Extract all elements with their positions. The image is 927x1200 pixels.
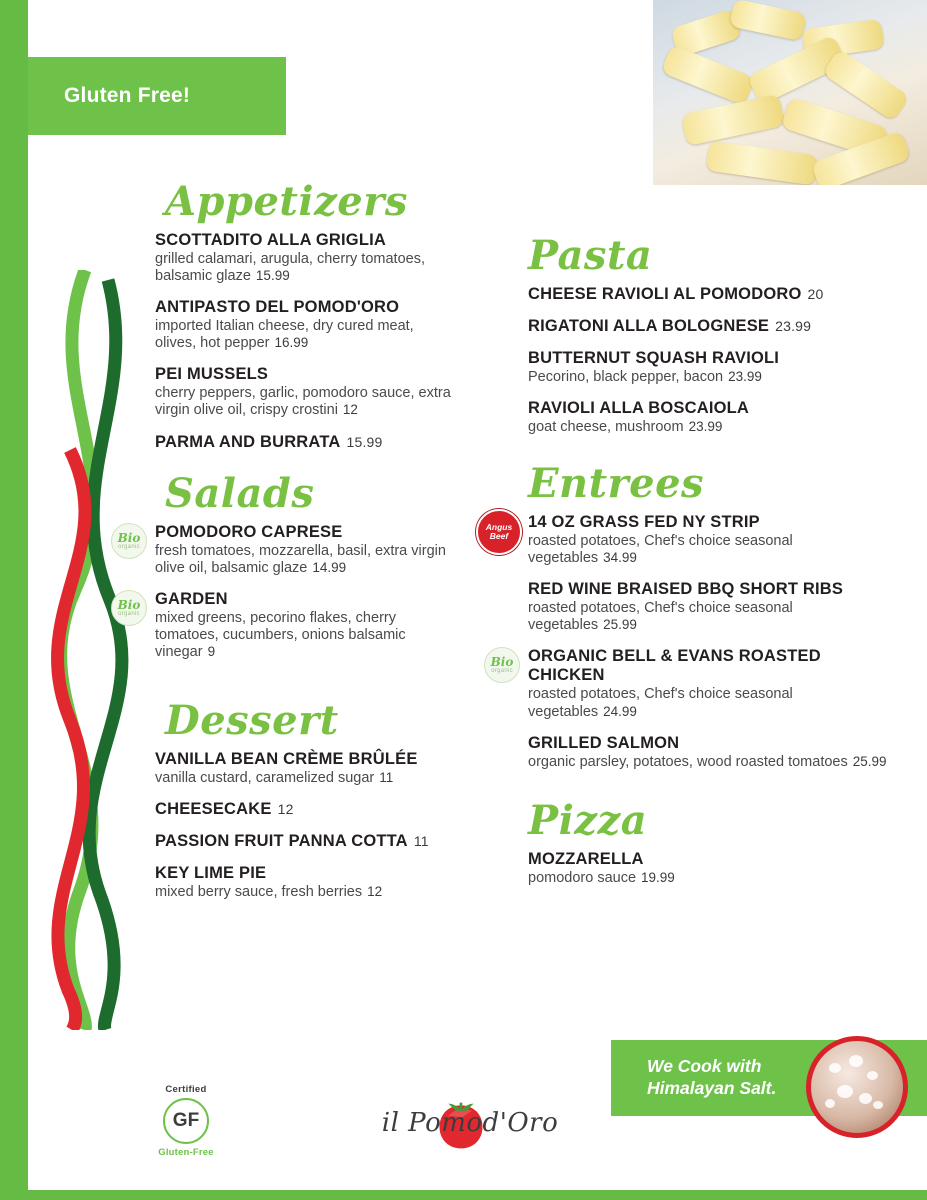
menu-item — [155, 832, 455, 851]
angus-icon-line2: Beef — [489, 531, 509, 542]
bio-organic-icon — [484, 647, 520, 683]
section-title-pizza: Pizza — [528, 796, 648, 844]
item-name: PEI MUSSELS — [155, 365, 269, 384]
item-desc: fresh tomatoes, mozzarella, basil, extra virgin olive oil, balsamic glaze 14.99 — [155, 542, 446, 576]
item-name: POMODORO CAPRESE — [155, 522, 343, 541]
item-desc: roasted potatoes, Chef's choice seasonal vegetables 34.99 — [528, 533, 793, 567]
item-desc: Pecorino, black pepper, bacon 23.99 — [528, 368, 762, 385]
item-name: GRILLED SALMON — [528, 733, 680, 752]
menu-item — [490, 647, 888, 720]
angus-icon-line1: Angus — [485, 522, 513, 533]
item-price: 24.99 — [603, 703, 637, 719]
menu-item — [528, 734, 888, 771]
bio-icon-top: Bio — [117, 597, 141, 612]
item-name: ORGANIC BELL & EVANS ROASTED CHICKEN — [528, 647, 821, 685]
bio-organic-icon — [111, 590, 147, 626]
item-price: 15.99 — [255, 268, 290, 284]
item-price: 20 — [807, 286, 824, 302]
item-desc: grilled calamari, arugula, cherry tomatoes, balsamic glaze 15.99 — [155, 250, 425, 285]
item-desc: mixed berry sauce, fresh berries 12 — [155, 884, 383, 900]
menu-item — [528, 317, 888, 336]
section-title-salads: Salads — [165, 469, 315, 517]
item-price: 23.99 — [688, 418, 723, 434]
menu-item — [528, 580, 888, 634]
item-price: 19.99 — [641, 869, 675, 885]
menu-item — [528, 850, 888, 887]
bio-icon-top: Bio — [490, 655, 514, 670]
item-name: CHEESE RAVIOLI AL POMODORO 20 — [528, 285, 824, 303]
menu-item — [155, 365, 455, 419]
item-price: 12 — [367, 884, 383, 899]
section-title-pasta: Pasta — [528, 232, 653, 279]
bio-icon-bottom: organic — [491, 668, 513, 675]
menu-item — [155, 433, 455, 452]
gluten-free-banner — [28, 57, 286, 135]
item-price: 16.99 — [274, 335, 309, 351]
restaurant-name: il Pomod'Oro — [381, 1108, 559, 1138]
item-price: 14.99 — [312, 559, 347, 575]
item-price: 23.99 — [775, 317, 812, 334]
item-name: RED WINE BRAISED BBQ SHORT RIBS — [528, 580, 844, 599]
item-name: SCOTTADITO ALLA GRIGLIA — [155, 231, 386, 249]
right-column — [485, 232, 888, 900]
menu-item — [117, 589, 455, 661]
menu-item — [155, 800, 455, 819]
item-name: KEY LIME PIE — [155, 864, 267, 883]
menu-item — [528, 349, 888, 386]
item-name: PARMA AND BURRATA 15.99 — [155, 432, 383, 451]
item-name: CHEESECAKE 12 — [155, 800, 294, 819]
item-desc: cherry peppers, garlic, pomodoro sauce, extra virgin olive oil, crispy crostini 12 — [155, 385, 451, 419]
menu-item — [485, 513, 888, 567]
menu-item — [528, 285, 888, 304]
item-price: 23.99 — [728, 368, 762, 384]
bio-icon-top: Bio — [117, 530, 141, 545]
item-name: VANILLA BEAN CRÈME BRÛLÉE — [155, 750, 418, 769]
left-column — [117, 178, 455, 914]
item-price: 12 — [277, 801, 294, 818]
gf-stamp-circle — [163, 1098, 209, 1144]
left-green-bar — [0, 0, 28, 1200]
menu-item — [117, 522, 455, 577]
gf-stamp-bottom-label: Gluten-Free — [158, 1147, 214, 1158]
item-price: 15.99 — [346, 433, 383, 450]
salt-line-1: We Cook with — [647, 1056, 762, 1077]
bio-organic-icon — [111, 523, 147, 559]
section-title-entrees: Entrees — [528, 460, 705, 508]
pasta-photo — [653, 0, 927, 185]
bio-icon-bottom: organic — [118, 610, 140, 617]
angus-beef-icon — [476, 509, 522, 555]
item-name: BUTTERNUT SQUASH RAVIOLI — [528, 348, 780, 367]
item-name: 14 OZ GRASS FED NY STRIP — [528, 513, 760, 532]
item-name: ANTIPASTO DEL POMOD'ORO — [155, 298, 400, 317]
himalayan-salt-text — [647, 1056, 776, 1100]
item-desc: pomodoro sauce 19.99 — [528, 869, 675, 886]
item-desc: roasted potatoes, Chef's choice seasonal vegetables 24.99 — [528, 686, 793, 720]
item-price: 34.99 — [603, 550, 637, 566]
item-desc: mixed greens, pecorino flakes, cherry tomatoes, cucumbers, onions balsamic vinegar 9 — [155, 609, 406, 660]
item-desc: goat cheese, mushroom 23.99 — [528, 418, 723, 435]
item-price: 25.99 — [852, 753, 887, 769]
section-title-appetizers: Appetizers — [165, 178, 408, 225]
ribbon-decoration — [30, 270, 150, 1030]
item-name: RIGATONI ALLA BOLOGNESE 23.99 — [528, 316, 812, 335]
menu-item — [528, 399, 888, 436]
item-price: 11 — [379, 769, 394, 785]
himalayan-salt-photo — [806, 1036, 908, 1138]
item-desc: vanilla custard, caramelized sugar 11 — [155, 769, 394, 786]
bottom-green-bar — [0, 1190, 927, 1200]
item-desc: organic parsley, potatoes, wood roasted tomatoes 25.99 — [528, 753, 887, 770]
item-price: 12 — [342, 402, 358, 418]
item-desc: imported Italian cheese, dry cured meat, olives, hot pepper 16.99 — [155, 318, 414, 352]
salt-line-2: Himalayan Salt. — [647, 1078, 777, 1098]
section-title-dessert: Dessert — [165, 697, 339, 745]
item-name: GARDEN — [155, 589, 228, 608]
menu-item — [155, 298, 455, 352]
item-name: RAVIOLI ALLA BOSCAIOLA — [528, 399, 750, 418]
item-name: PASSION FRUIT PANNA COTTA 11 — [155, 832, 429, 851]
menu-item — [155, 864, 455, 901]
item-name: MOZZARELLA — [528, 849, 644, 868]
item-desc: roasted potatoes, Chef's choice seasonal vegetables 25.99 — [528, 600, 793, 634]
gf-stamp-initials: GF — [172, 1110, 200, 1131]
menu-item — [155, 231, 455, 285]
item-price: 11 — [413, 833, 429, 850]
restaurant-logo — [355, 1108, 585, 1138]
item-price: 25.99 — [603, 617, 637, 633]
certified-gluten-free-stamp — [146, 1084, 226, 1158]
menu-item — [155, 750, 455, 787]
gf-stamp-top-label: Certified — [165, 1084, 207, 1095]
gluten-free-banner-label: Gluten Free! — [64, 84, 191, 107]
item-price: 9 — [207, 643, 216, 659]
bio-icon-bottom: organic — [118, 543, 140, 550]
